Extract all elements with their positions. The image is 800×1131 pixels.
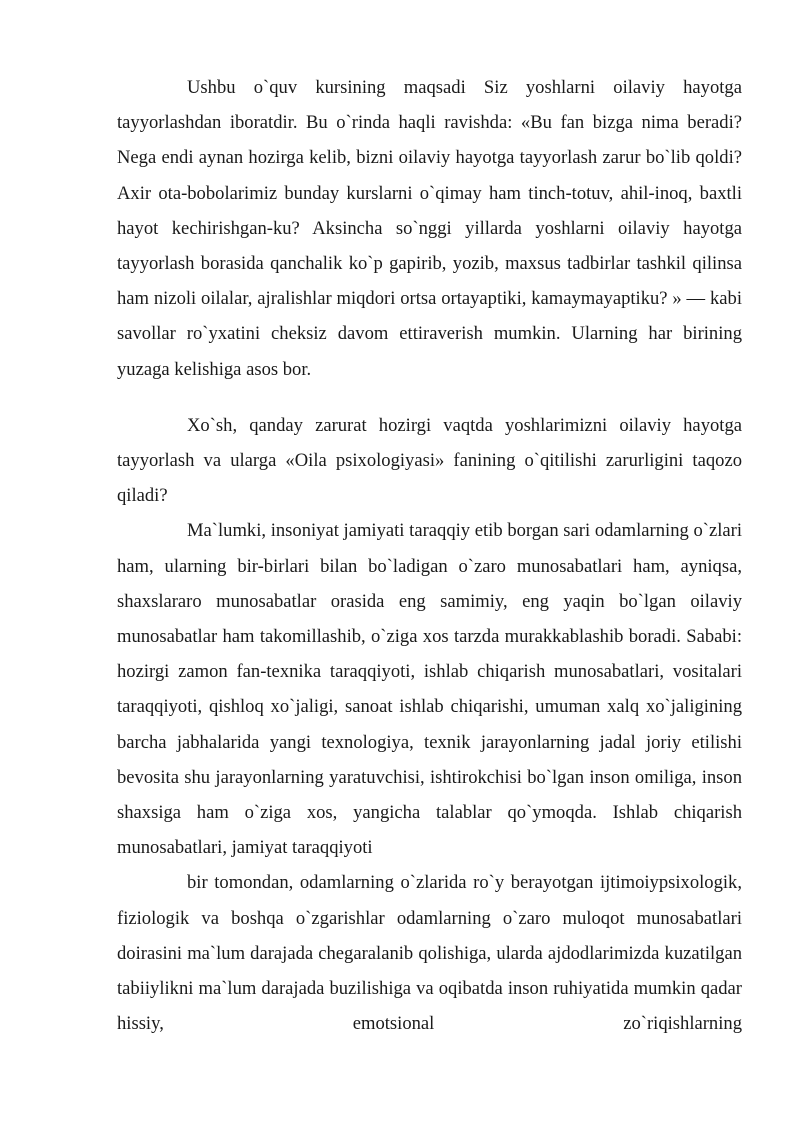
paragraph-course-purpose: Ushbu o`quv kursining maqsadi Siz yoshlarni oilaviy hayotga tayyorlashdan iboratdir. Bu o`rinda haqli ravishda: «Bu fan bizga nima beradi? Nega endi aynan hozirga kelib, bizni oilaviy hayotga tayyorlash zarur bo`lib qoldi? Axir ota-bobolarimiz bunday kurslarni o`qimay ham tinch-totuv, ahil-inoq, baxtli hayot kechirishgan-ku? Aksincha so`nggi yillarda yoshlarni oilaviy hayotga tayyorlash borasida qanchalik ko`p gapirib, yozib, maxsus tadbirlar tashkil qilinsa ham nizoli oilalar, ajralishlar miqdori ortsa ortayaptiki, kamaymayaptiku? » — kabi savollar ro`yxatini cheksiz davom ettiraverish mumkin. Ularning har birining yuzaga kelishiga asos bor. [117,77,742,380]
document-page [117,70,742,1041]
paragraph-society-development: Ma`lumki, insoniyat jamiyati taraqqiy etib borgan sari odamlarning o`zlari ham, ularning bir-birlari bilan bo`ladigan o`zaro munosabatlari ham, ayniqsa, shaxslararo munosabatlar orasida eng samimiy, eng yaqin bo`lgan oilaviy munosabatlar ham takomillashib, o`ziga xos tarzda murakkablashib boradi. Sababi: hozirgi zamon fan-texnika taraqqiyoti, ishlab chiqarish munosabatlari, vositalari taraqqiyoti, qishloq xo`jaligi, sanoat ishlab chiqarishi, umuman xalq xo`jaligining barcha jabhalarida yangi texnologiya, texnik jarayonlarning jadal joriy etilishi bevosita shu jarayonlarning yaratuvchisi, ishtirokchisi bo`lgan inson omiliga, inson shaxsiga ham o`ziga xos, yangicha talablar qo`ymoqda. Ishlab chiqarish munosabatlari, jamiyat taraqqiyoti [117,520,742,859]
paragraph-necessity-question: Xo`sh, qanday zarurat hozirgi vaqtda yoshlarimizni oilaviy hayotga tayyorlash va ularga «Oila psixologiyasi» fanining o`qitilishi zarurligini taqozo qiladi? [117,414,742,507]
paragraph-spacer [117,387,742,408]
paragraph-changes: bir tomondan, odamlarning o`zlarida ro`y berayotgan ijtimoiypsixologik, fiziologik va boshqa o`zgarishlar odamlarning o`zaro muloqot munosabatlari doirasini ma`lum darajada chegaralanib qolishiga, ularda ajdodlarimizda kuzatilgan tabiiylikni ma`lum darajada buzilishiga va oqibatda inson ruhiyatida mumkin qadar hissiy, emotsional zo`riqishlarning [117,872,742,1035]
